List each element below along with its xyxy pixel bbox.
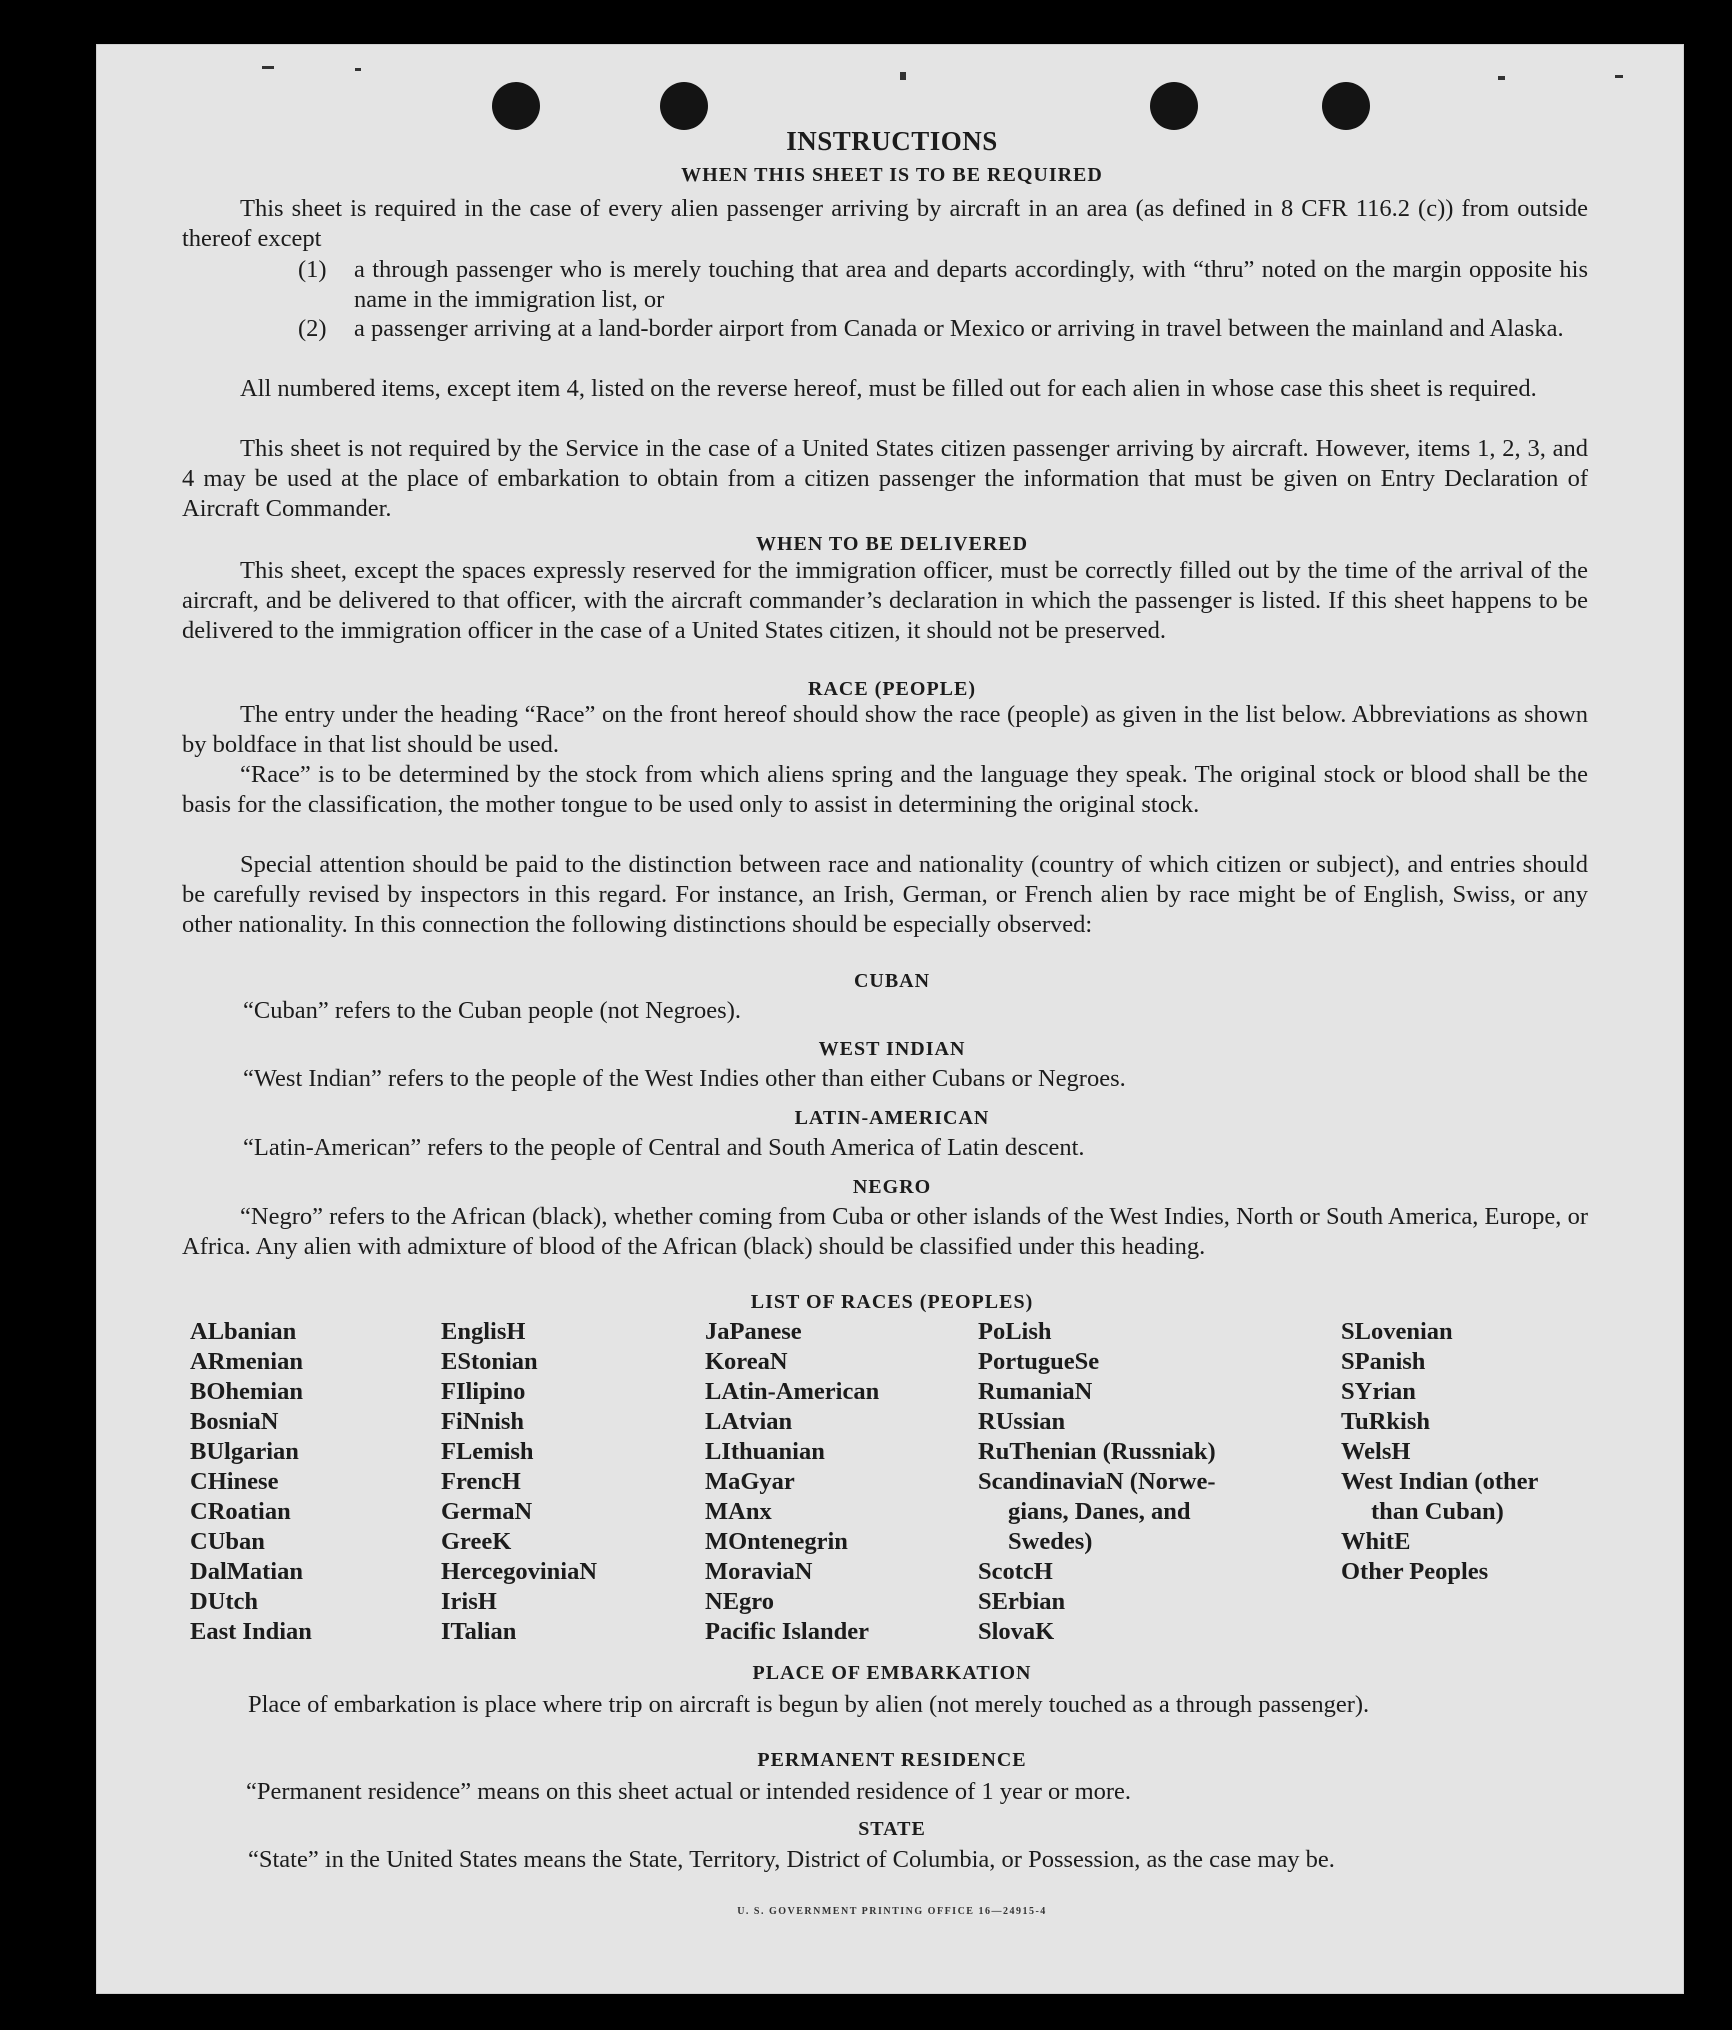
race-item: Swedes) <box>1008 1528 1093 1555</box>
race-item: SErbian <box>978 1588 1066 1615</box>
race-item: MaGyar <box>705 1468 795 1495</box>
race-item: FiNnish <box>441 1408 525 1435</box>
race-column <box>705 1317 879 1647</box>
race-item: WelsH <box>1341 1438 1411 1465</box>
definition-west-indian: “West Indian” refers to the people of the West Indies other than either Cubans or Negroes. <box>243 1065 1126 1092</box>
race-item: gians, Danes, and <box>1008 1498 1191 1525</box>
paragraph: This sheet is not required by the Service in the case of a United States citizen passenger arriving by aircraft. However, items 1, 2, 3, and 4 may be used at the place of embarkation to obtain from a citizen passenger the information that must be given on Entry Declaration of Aircraft Commander. <box>182 435 1588 522</box>
speck <box>900 72 906 80</box>
section-heading-west-indian: WEST INDIAN <box>818 1038 966 1060</box>
race-item: NEgro <box>705 1588 774 1615</box>
punch-hole <box>492 82 540 130</box>
race-column <box>978 1317 1216 1647</box>
race-item: BUlgarian <box>190 1438 299 1465</box>
definition-cuban: “Cuban” refers to the Cuban people (not Negroes). <box>243 997 741 1024</box>
race-item: ScandinaviaN (Norwe- <box>978 1468 1216 1495</box>
race-item: East Indian <box>190 1618 312 1645</box>
section-heading-latin-american: LATIN-AMERICAN <box>794 1107 990 1129</box>
list-item <box>298 314 1588 344</box>
race-item: SLovenian <box>1341 1318 1453 1345</box>
race-item: CRoatian <box>190 1498 291 1525</box>
race-item: LAtvian <box>705 1408 793 1435</box>
section-heading-race: RACE (PEOPLE) <box>808 678 976 700</box>
race-item: JaPanese <box>705 1318 802 1345</box>
page-title: INSTRUCTIONS <box>786 126 998 156</box>
section-heading-delivered: WHEN TO BE DELIVERED <box>755 533 1029 555</box>
race-item: CUban <box>190 1528 265 1555</box>
item-text: a through passenger who is merely touching that area and departs accordingly, with “thru” noted on the margin opposite his name in the immigration list, or <box>354 256 1588 313</box>
printing-office-footer: U. S. GOVERNMENT PRINTING OFFICE 16—24915-4 <box>737 1906 1047 1917</box>
race-item: RuThenian (Russniak) <box>978 1438 1216 1465</box>
race-item: BosniaN <box>190 1408 279 1435</box>
paragraph: All numbered items, except item 4, listed on the reverse hereof, must be filled out for each alien in whose case this sheet is required. <box>240 375 1537 402</box>
race-item: SYrian <box>1341 1378 1416 1405</box>
race-item: RUssian <box>978 1408 1066 1435</box>
item-number: (1) <box>298 256 327 283</box>
speck <box>1615 75 1623 78</box>
section-heading-required: WHEN THIS SHEET IS TO BE REQUIRED <box>681 164 1103 186</box>
race-item: ScotcH <box>978 1558 1053 1585</box>
race-item: GermaN <box>441 1498 533 1525</box>
punch-hole <box>1322 82 1370 130</box>
paragraph: “Permanent residence” means on this sheet actual or intended residence of 1 year or more. <box>246 1778 1132 1805</box>
race-item: MAnx <box>705 1498 772 1525</box>
race-item: MOntenegrin <box>705 1528 848 1555</box>
race-column <box>1341 1317 1538 1587</box>
race-item: ARmenian <box>190 1348 303 1375</box>
race-item: FIlipino <box>441 1378 526 1405</box>
race-item: GreeK <box>441 1528 512 1555</box>
section-heading-cuban: CUBAN <box>853 970 931 992</box>
race-item: than Cuban) <box>1371 1498 1504 1525</box>
race-item: DalMatian <box>190 1558 303 1585</box>
race-item: Other Peoples <box>1341 1558 1489 1585</box>
race-item: CHinese <box>190 1468 279 1495</box>
race-item: LAtin-American <box>705 1378 880 1405</box>
paragraph: Special attention should be paid to the distinction between race and nationality (country of which citizen or subject), and entries should be carefully revised by inspectors in this regard. For instance, an Irish, German, or French alien by race might be of English, Swiss, or any other nationality. In this connection the following distinctions should be especially observed: <box>182 851 1588 938</box>
paragraph: “State” in the United States means the State, Territory, District of Columbia, or Possession, as the case may be. <box>248 1846 1335 1873</box>
race-item: SlovaK <box>978 1618 1055 1645</box>
punch-hole <box>660 82 708 130</box>
speck <box>1498 76 1505 80</box>
race-item: FLemish <box>441 1438 534 1465</box>
section-heading-embarkation: PLACE OF EMBARKATION <box>752 1662 1032 1684</box>
race-item: PoLish <box>978 1318 1052 1345</box>
definition-negro: “Negro” refers to the African (black), whether coming from Cuba or other islands of the West Indies, North or South America, Europe, or Africa. Any alien with admixture of blood of the African (black) should be classified under this heading. <box>182 1203 1588 1260</box>
race-item: Pacific Islander <box>705 1618 869 1645</box>
race-item: West Indian (other <box>1341 1468 1539 1495</box>
section-heading-negro: NEGRO <box>852 1176 932 1198</box>
race-item: EnglisH <box>441 1318 526 1345</box>
race-item: PortugueSe <box>978 1348 1100 1375</box>
paragraph: Place of embarkation is place where trip on aircraft is begun by alien (not merely touched as a through passenger). <box>248 1691 1370 1718</box>
definition-latin-american: “Latin-American” refers to the people of Central and South America of Latin descent. <box>243 1134 1085 1161</box>
speck <box>355 68 361 71</box>
race-column <box>190 1317 312 1647</box>
race-item: FrencH <box>441 1468 521 1495</box>
paragraph: “Race” is to be determined by the stock from which aliens spring and the language they speak. The original stock or blood shall be the basis for the classification, the mother tongue to be used only to assist in determining the original stock. <box>182 761 1588 818</box>
race-item: ALbanian <box>190 1318 297 1345</box>
punch-hole <box>1150 82 1198 130</box>
race-item: MoraviaN <box>705 1558 813 1585</box>
race-item: KoreaN <box>705 1348 788 1375</box>
race-item: SPanish <box>1341 1348 1426 1375</box>
race-item: IrisH <box>441 1588 497 1615</box>
race-item: WhitE <box>1341 1528 1411 1555</box>
race-item: BOhemian <box>190 1378 303 1405</box>
section-heading-state: STATE <box>858 1818 926 1840</box>
race-item: LIthuanian <box>705 1438 825 1465</box>
race-item: TuRkish <box>1341 1408 1431 1435</box>
list-heading: LIST OF RACES (PEOPLES) <box>750 1291 1034 1313</box>
race-item: RumaniaN <box>978 1378 1093 1405</box>
section-heading-residence: PERMANENT RESIDENCE <box>757 1749 1027 1771</box>
item-text: a passenger arriving at a land-border airport from Canada or Mexico or arriving in travel between the mainland and Alaska. <box>354 315 1564 342</box>
item-number: (2) <box>298 315 327 342</box>
paragraph: This sheet, except the spaces expressly reserved for the immigration officer, must be correctly filled out by the time of the arrival of the aircraft, and be delivered to that officer, with the aircraft commander’s declaration in which the passenger is listed. If this sheet happens to be delivered to the immigration officer in the case of a United States citizen, it should not be preserved. <box>182 557 1588 644</box>
speck <box>262 66 274 69</box>
race-item: HercegoviniaN <box>441 1558 598 1585</box>
paragraph: This sheet is required in the case of every alien passenger arriving by aircraft in an area (as defined in 8 CFR 116.2 (c)) from outside thereof except <box>182 195 1588 252</box>
paragraph: The entry under the heading “Race” on the front hereof should show the race (people) as given in the list below. Abbreviations as shown by boldface in that list should be used. <box>182 701 1588 758</box>
race-column <box>441 1317 597 1647</box>
list-item <box>298 255 1588 315</box>
race-item: ITalian <box>441 1618 517 1645</box>
race-item: DUtch <box>190 1588 259 1615</box>
race-item: EStonian <box>441 1348 538 1375</box>
